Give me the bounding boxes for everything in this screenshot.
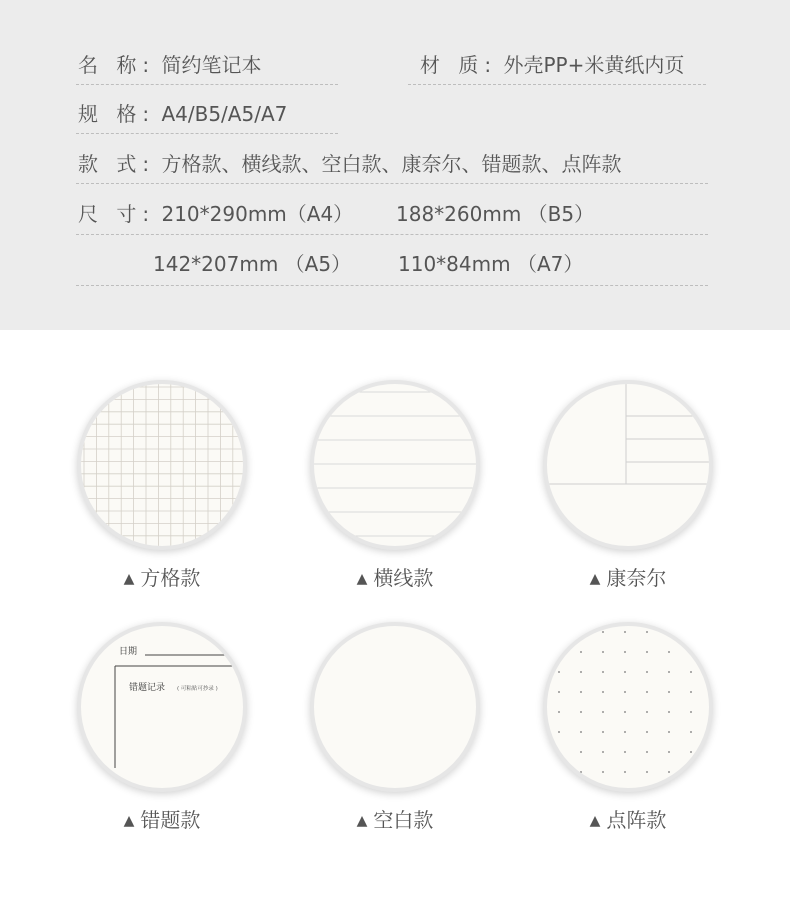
spec-material-label: 材 质: [420, 53, 498, 77]
dimension-a7: 110*84mm （A7） [398, 252, 584, 276]
dimension-a5: 142*207mm （A5） [153, 252, 352, 276]
style-caption [77, 804, 247, 833]
dimension-b5-row [396, 199, 594, 229]
spec-name-row [78, 50, 261, 80]
dot [690, 771, 692, 773]
dot [624, 751, 626, 753]
style-caption-text: 康奈尔 [606, 566, 667, 590]
dot [558, 711, 560, 713]
dot [580, 711, 582, 713]
dot [690, 651, 692, 653]
divider [76, 234, 708, 235]
record-note: ( 可粘贴可抄录 ) [177, 686, 218, 692]
blank-paper-sample [310, 622, 480, 792]
dimension-a5-row [153, 249, 351, 279]
dot [558, 651, 560, 653]
dimension-a7-row [398, 249, 583, 279]
dot [624, 631, 626, 633]
dot [646, 711, 648, 713]
dot [580, 631, 582, 633]
dot [602, 651, 604, 653]
dot [668, 691, 670, 693]
dot [558, 631, 560, 633]
dot [646, 691, 648, 693]
dotted-paper-sample [543, 622, 713, 792]
divider [76, 133, 338, 134]
error-record-paper-sample [77, 622, 247, 792]
dot [646, 731, 648, 733]
dot [690, 691, 692, 693]
dot [602, 771, 604, 773]
spec-style-row [78, 149, 621, 179]
dot [580, 751, 582, 753]
dot [624, 691, 626, 693]
spec-size-label: 规 格: [78, 102, 156, 126]
dot [558, 671, 560, 673]
cornell-pattern [547, 384, 709, 546]
dot [558, 731, 560, 733]
dot [558, 751, 560, 753]
style-caption [77, 562, 247, 591]
dot [668, 631, 670, 633]
dot [668, 651, 670, 653]
dot [624, 651, 626, 653]
style-caption-text: 方格款 [140, 566, 201, 590]
style-caption [543, 562, 713, 591]
dot [580, 651, 582, 653]
lined-pattern [314, 384, 476, 546]
dot [602, 631, 604, 633]
spec-panel [0, 0, 790, 330]
dot [690, 631, 692, 633]
dot [624, 671, 626, 673]
dot [624, 711, 626, 713]
triangle-icon: ▲ [356, 571, 368, 587]
dot [668, 751, 670, 753]
dot [558, 691, 560, 693]
dot [624, 771, 626, 773]
spec-style-value: 方格款、横线款、空白款、康奈尔、错题款、点阵款 [161, 152, 622, 176]
date-label: 日期 [119, 647, 138, 657]
dot [580, 771, 582, 773]
style-caption [310, 562, 480, 591]
dot [602, 711, 604, 713]
style-caption-text: 空白款 [373, 808, 434, 832]
style-caption [543, 804, 713, 833]
dimension-a4: 210*290mm（A4） [161, 202, 354, 226]
spec-material-row [420, 50, 684, 80]
divider [76, 183, 708, 184]
spec-dimensions-row [78, 199, 353, 229]
dimension-b5: 188*260mm （B5） [396, 202, 595, 226]
dot-pattern [547, 626, 709, 788]
dot [690, 711, 692, 713]
triangle-icon: ▲ [589, 813, 601, 829]
dot [690, 751, 692, 753]
dot [602, 731, 604, 733]
spec-dimensions-label: 尺 寸: [78, 202, 156, 226]
cornell-paper-sample [543, 380, 713, 550]
dot [602, 671, 604, 673]
dot [646, 751, 648, 753]
style-caption-text: 横线款 [373, 566, 434, 590]
error-record-pattern [81, 626, 243, 788]
spec-style-label: 款 式: [78, 152, 156, 176]
style-caption-text: 点阵款 [606, 808, 667, 832]
triangle-icon: ▲ [356, 813, 368, 829]
dot [668, 711, 670, 713]
divider [76, 84, 338, 85]
dot [602, 751, 604, 753]
dot [646, 631, 648, 633]
lined-paper-sample [310, 380, 480, 550]
divider [76, 285, 708, 286]
triangle-icon: ▲ [123, 813, 135, 829]
triangle-icon: ▲ [123, 571, 135, 587]
dot [602, 691, 604, 693]
triangle-icon: ▲ [589, 571, 601, 587]
dot [668, 771, 670, 773]
dot [646, 671, 648, 673]
style-caption-text: 错题款 [140, 808, 201, 832]
dot [624, 731, 626, 733]
spec-size-value: A4/B5/A5/A7 [161, 102, 288, 126]
dot [668, 671, 670, 673]
spec-name-label: 名 称: [78, 53, 156, 77]
grid-pattern [81, 384, 243, 546]
spec-size-row [78, 99, 287, 129]
divider [408, 84, 706, 85]
dot [690, 731, 692, 733]
dot [690, 671, 692, 673]
spec-name-value: 简约笔记本 [161, 53, 262, 77]
dot [580, 731, 582, 733]
spec-material-value: 外壳PP+米黄纸内页 [503, 53, 685, 77]
grid-paper-sample [77, 380, 247, 550]
dot [646, 771, 648, 773]
dot [646, 651, 648, 653]
dot [668, 731, 670, 733]
dot [580, 671, 582, 673]
record-label: 错题记录 [129, 683, 166, 693]
style-caption [310, 804, 480, 833]
dot [580, 691, 582, 693]
dot [558, 771, 560, 773]
